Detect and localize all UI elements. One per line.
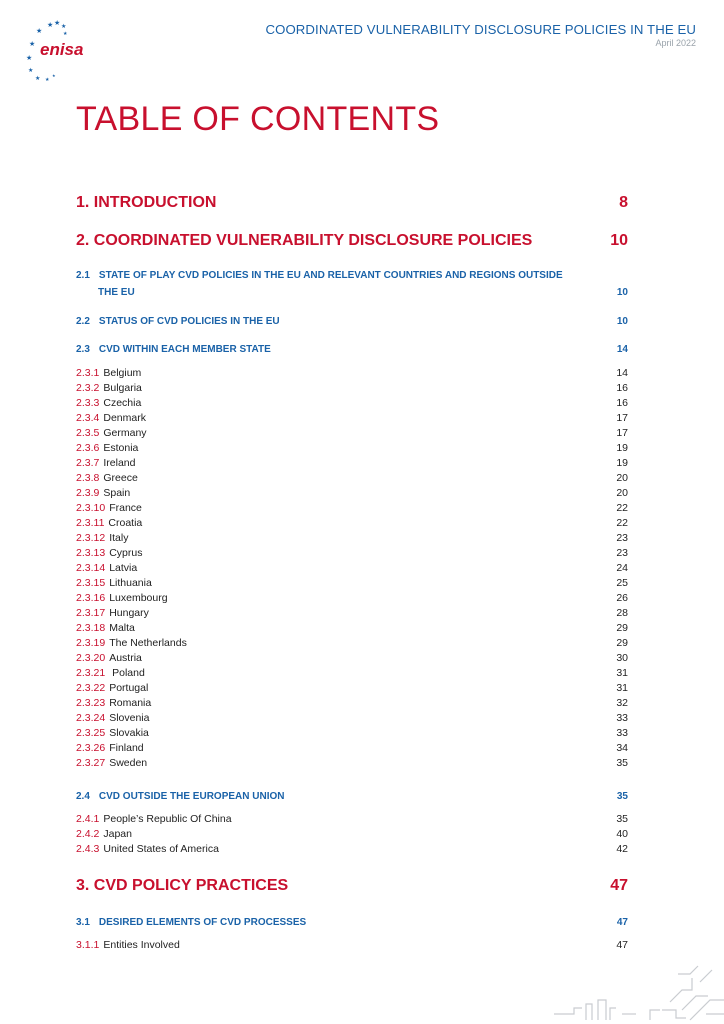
toc-entry-2-3-16[interactable]: 2.3.16 Luxembourg 26 (76, 592, 628, 604)
toc-entry-2-3-22[interactable]: 2.3.22 Portugal 31 (76, 682, 628, 694)
svg-text:★: ★ (26, 54, 33, 62)
svg-text:★: ★ (52, 73, 56, 78)
toc-entry-cvd-policies[interactable]: 2. COORDINATED VULNERABILITY DISCLOSURE POLICIES 10 (76, 232, 628, 249)
toc-entry-2-2[interactable]: 2.2 STATUS OF CVD POLICIES IN THE EU 10 (76, 316, 628, 327)
toc-entry-2-4-2[interactable]: 2.4.2 Japan 40 (76, 828, 628, 840)
enisa-logo (20, 20, 92, 82)
toc-entry-2-3-5[interactable]: 2.3.5 Germany 17 (76, 427, 628, 439)
toc-entry-2-3-24[interactable]: 2.3.24 Slovenia 33 (76, 712, 628, 724)
toc-entry-2-3-4[interactable]: 2.3.4 Denmark 17 (76, 412, 628, 424)
toc-entry-2-3-3[interactable]: 2.3.3 Czechia 16 (76, 397, 628, 409)
toc-entry-3-1-1[interactable]: 3.1.1 Entities Involved 47 (76, 939, 628, 951)
svg-text:★: ★ (61, 23, 67, 30)
toc-entry-2-3[interactable]: 2.3 CVD WITHIN EACH MEMBER STATE 14 (76, 344, 628, 355)
toc-entry-2-3-9[interactable]: 2.3.9 Spain 20 (76, 487, 628, 499)
toc-entry-2-3-8[interactable]: 2.3.8 Greece 20 (76, 472, 628, 484)
toc-entry-2-4[interactable]: 2.4 CVD OUTSIDE THE EUROPEAN UNION 35 (76, 791, 628, 802)
toc-entry-cvd-policy-practices[interactable]: 3. CVD POLICY PRACTICES 47 (76, 877, 628, 894)
toc-entry-2-3-14[interactable]: 2.3.14 Latvia 24 (76, 562, 628, 574)
toc-entry-3-1[interactable]: 3.1 DESIRED ELEMENTS OF CVD PROCESSES 47 (76, 917, 628, 928)
toc-entry-2-3-7[interactable]: 2.3.7 Ireland 19 (76, 457, 628, 469)
toc-entry-2-1[interactable]: 2.1 STATE OF PLAY CVD POLICIES IN THE EU AND RELEVANT COUNTRIES AND REGIONS OUTSIDE THE EU 10 (76, 270, 628, 298)
svg-text:★: ★ (47, 21, 54, 29)
toc-entry-2-3-13[interactable]: 2.3.13 Cyprus 23 (76, 547, 628, 559)
toc-entry-2-3-2[interactable]: 2.3.2 Bulgaria 16 (76, 382, 628, 394)
toc-entry-2-3-27[interactable]: 2.3.27 Sweden 35 (76, 757, 628, 769)
toc-entry-2-3-17[interactable]: 2.3.17 Hungary 28 (76, 607, 628, 619)
toc-entry-introduction[interactable]: 1. INTRODUCTION 8 (76, 194, 628, 211)
toc-entry-2-4-1[interactable]: 2.4.1 People’s Republic Of China 35 (76, 813, 628, 825)
svg-text:★: ★ (54, 20, 61, 27)
toc-entry-2-3-20[interactable]: 2.3.20 Austria 30 (76, 652, 628, 664)
page-title: TABLE OF CONTENTS (76, 100, 440, 138)
toc-entry-2-3-19[interactable]: 2.3.19 The Netherlands 29 (76, 637, 628, 649)
toc-entry-2-3-6[interactable]: 2.3.6 Estonia 19 (76, 442, 628, 454)
toc-entry-2-3-23[interactable]: 2.3.23 Romania 32 (76, 697, 628, 709)
toc-entry-2-3-26[interactable]: 2.3.26 Finland 34 (76, 742, 628, 754)
toc-entry-2-3-11[interactable]: 2.3.11 Croatia 22 (76, 517, 628, 529)
svg-text:★: ★ (28, 67, 34, 74)
toc-entry-2-3-15[interactable]: 2.3.15 Lithuania 25 (76, 577, 628, 589)
document-date: April 2022 (655, 38, 696, 48)
toc-entry-2-4-3[interactable]: 2.4.3 United States of America 42 (76, 843, 628, 855)
svg-text:★: ★ (36, 27, 43, 35)
toc-entry-2-3-21[interactable]: 2.3.21 Poland 31 (76, 667, 628, 679)
svg-text:★: ★ (29, 40, 36, 48)
toc-entry-2-3-1[interactable]: 2.3.1 Belgium 14 (76, 367, 628, 379)
svg-text:★: ★ (63, 31, 68, 37)
logo-wordmark: enisa (40, 40, 84, 59)
svg-text:★: ★ (45, 77, 50, 82)
toc-entry-2-3-25[interactable]: 2.3.25 Slovakia 33 (76, 727, 628, 739)
toc-entry-2-3-12[interactable]: 2.3.12 Italy 23 (76, 532, 628, 544)
circuit-decoration (424, 962, 724, 1024)
document-title: COORDINATED VULNERABILITY DISCLOSURE POLICIES IN THE EU (265, 22, 696, 37)
svg-text:★: ★ (35, 75, 41, 82)
toc-entry-2-3-10[interactable]: 2.3.10 France 22 (76, 502, 628, 514)
toc-entry-2-3-18[interactable]: 2.3.18 Malta 29 (76, 622, 628, 634)
